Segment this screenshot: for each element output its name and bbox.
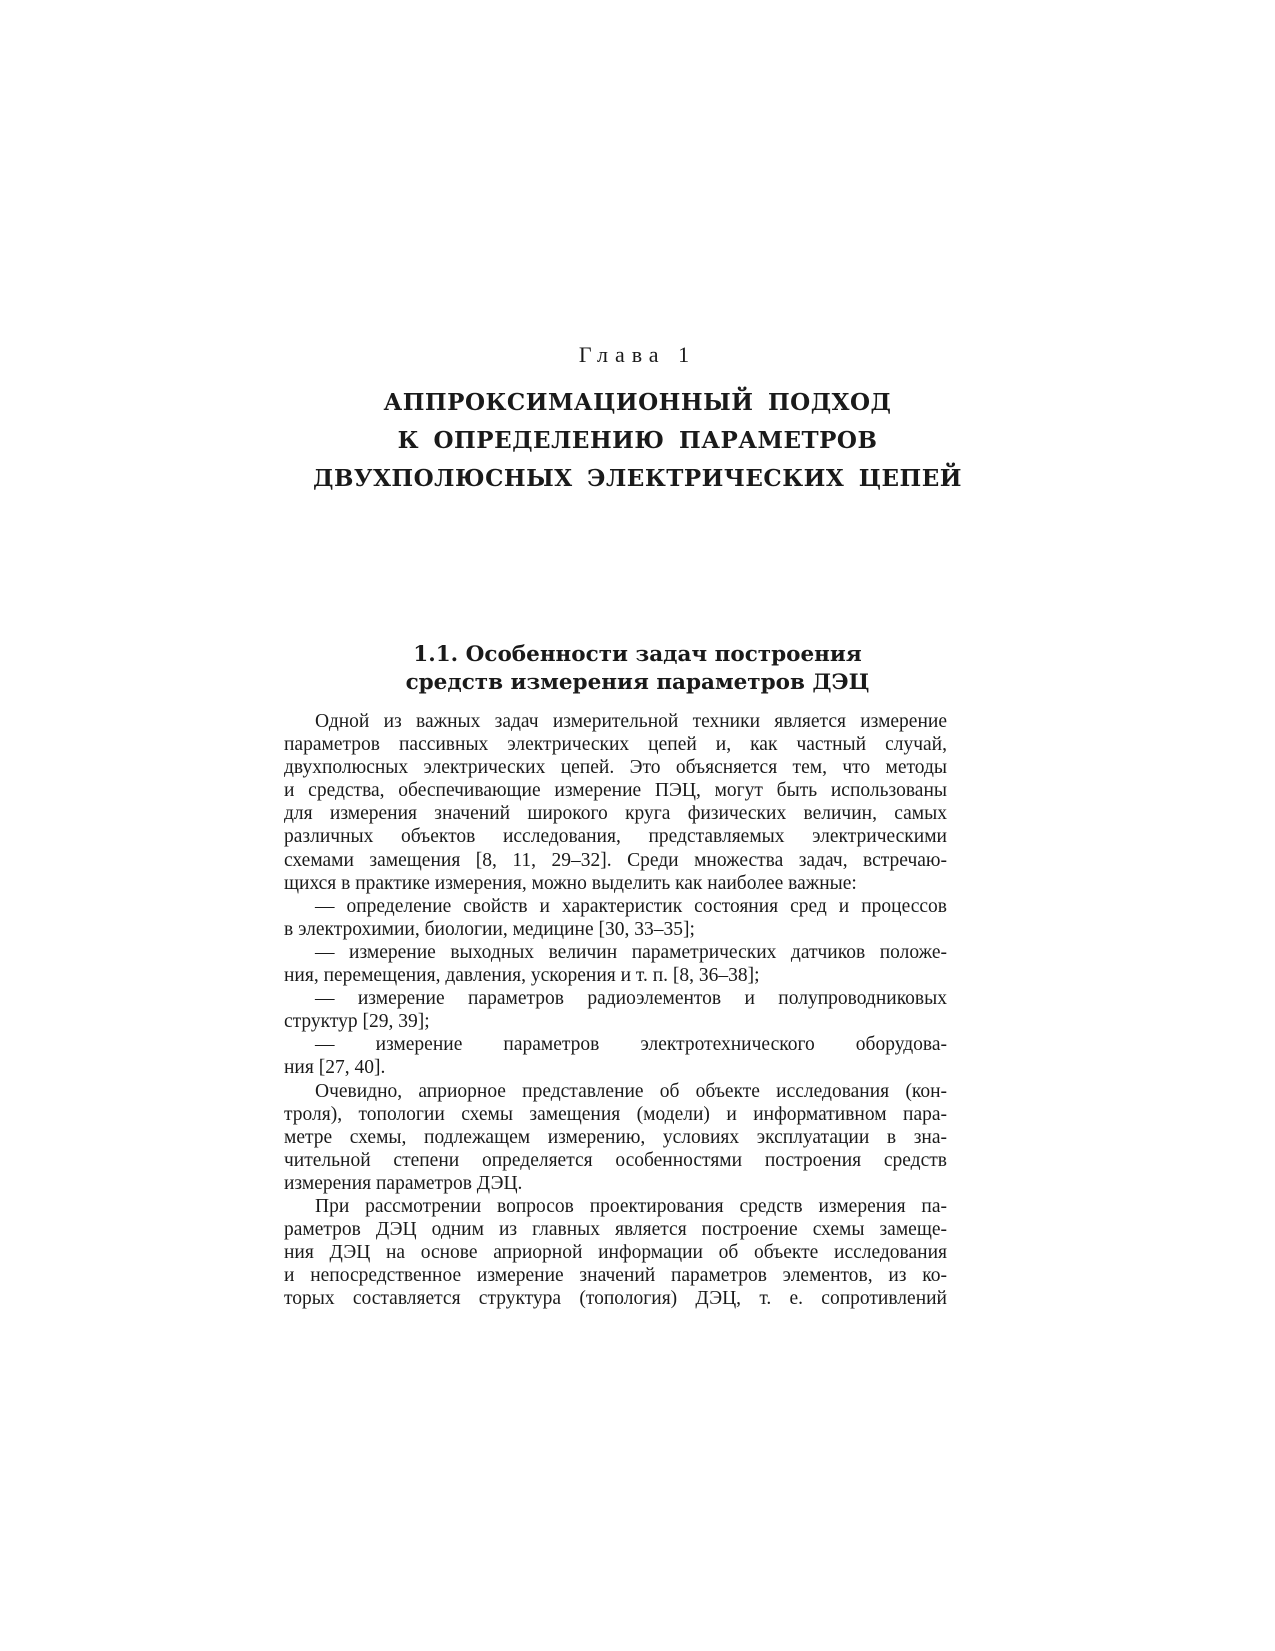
section-title — [0, 641, 1275, 697]
body-line: и непосредственное измерение значений параметров элементов, из ко- — [284, 1265, 947, 1287]
body-line: измерения параметров ДЭЦ. — [284, 1172, 523, 1194]
body-line: Очевидно, априорное представление об объекте исследования (кон- — [315, 1080, 947, 1102]
body-line: — измерение выходных величин параметрических датчиков положе- — [315, 941, 947, 963]
body-line: структур [29, 39]; — [284, 1011, 430, 1033]
chapter-title-line: К ОПРЕДЕЛЕНИЮ ПАРАМЕТРОВ — [397, 427, 878, 454]
chapter-title-line: ДВУХПОЛЮСНЫХ ЭЛЕКТРИЧЕСКИХ ЦЕПЕЙ — [313, 465, 962, 492]
body-line: ния [27, 40]. — [284, 1057, 386, 1079]
body-line: ния ДЭЦ на основе априорной информации об объекте исследования — [284, 1242, 947, 1264]
body-line: метре схемы, подлежащем измерению, условиях эксплуатации в зна- — [284, 1126, 947, 1148]
body-line: параметров пассивных электрических цепей и, как частный случай, — [284, 734, 947, 756]
body-line: торых составляется структура (топология) ДЭЦ, т. е. сопротивлений — [284, 1288, 947, 1310]
chapter-title-line: АППРОКСИМАЦИОННЫЙ ПОДХОД — [383, 389, 892, 416]
body-line: троля), топологии схемы замещения (модели) и информативном пара- — [284, 1103, 947, 1125]
body-line: При рассмотрении вопросов проектирования средств измерения па- — [315, 1195, 947, 1217]
body-line: — измерение параметров радиоэлементов и полупроводниковых — [315, 988, 947, 1010]
chapter-title — [0, 384, 1275, 498]
body-line: схемами замещения [8, 11, 29–32]. Среди множества задач, встречаю- — [284, 849, 947, 871]
section-title-line: средств измерения параметров ДЭЦ — [405, 670, 870, 695]
body-line: и средства, обеспечивающие измерение ПЭЦ, могут быть использованы — [284, 780, 947, 802]
body-line: двухполюсных электрических цепей. Это объясняется тем, что методы — [284, 757, 947, 779]
body-text — [284, 710, 947, 1310]
body-line: — измерение параметров электротехнического оборудова- — [315, 1034, 947, 1056]
body-line: различных объектов исследования, представляемых электрическими — [284, 826, 947, 848]
body-line: чительной степени определяется особенностями построения средств — [284, 1149, 947, 1171]
body-line: в электрохимии, биологии, медицине [30, 33–35]; — [284, 918, 695, 940]
section-title-line: 1.1. Особенности задач построения — [413, 642, 862, 667]
body-line: ния, перемещения, давления, ускорения и т. п. [8, 36–38]; — [284, 965, 760, 987]
body-line: щихся в практике измерения, можно выделить как наиболее важные: — [284, 872, 857, 894]
body-line: Одной из важных задач измерительной техники является измерение — [315, 711, 947, 732]
body-line: для измерения значений широкого круга физических величин, самых — [284, 803, 947, 825]
chapter-label: Глава 1 — [578, 342, 697, 367]
body-line: — определение свойств и характеристик состояния сред и процессов — [315, 895, 947, 917]
body-line: раметров ДЭЦ одним из главных является построение схемы замеще- — [284, 1219, 947, 1241]
